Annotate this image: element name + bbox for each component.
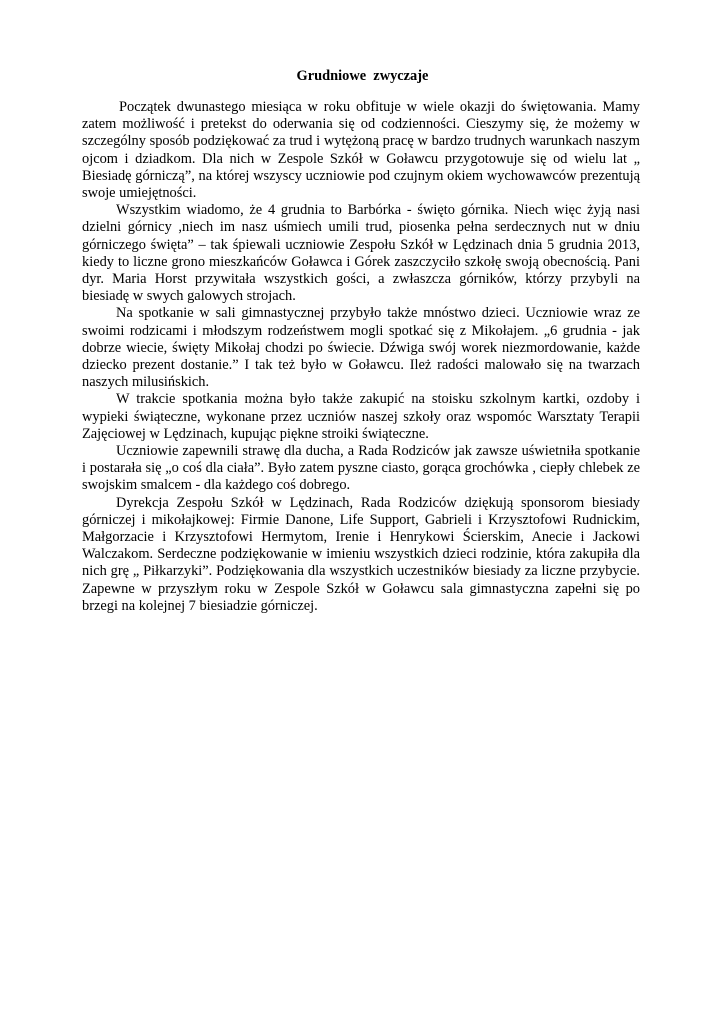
paragraph-intro: Początek dwunastego miesiąca w roku obfituje w wiele okazji do świętowania. Mamy zatem możliwość i pretekst do oderwania się od codzienności. Cieszymy się, że możemy w szczególny sposób podziękować za trud i wytężoną pracę w bardzo trudnych warunkach naszym ojcom i dziadkom. Dla nich w Zespole Szkół w Goławcu przygotowuje się od wielu lat „ Biesiadę górniczą”, na której wszyscy uczniowie pod czujnym okiem wychowawców prezentują swoje umiejętności. [82, 99, 640, 202]
paragraph-mikolaj: Na spotkanie w sali gimnastycznej przybyło także mnóstwo dzieci. Uczniowie wraz ze swoimi rodzicami i młodszym rodzeństwem mogli spotkać się z Mikołajem. „6 grudnia - jak dobrze wiecie, święty Mikołaj chodzi po świecie. Dźwiga swój worek niezmordowanie, każde dziecko prezent dostanie.” I tak też było w Goławcu. Ileż radości malowało się na twarzach naszych milusińskich. [82, 305, 640, 391]
paragraph-podziekowania: Dyrekcja Zespołu Szkół w Lędzinach, Rada Rodziców dziękują sponsorom biesiady górniczej i mikołajkowej: Firmie Danone, Life Support, Gabrieli i Krzysztofowi Rudnickim, Małgorzacie i Krzysztofowi Hermytom, Irenie i Henrykowi Ścierskim, Anecie i Jackowi Walczakom. Serdeczne podziękowanie w imieniu wszystkich dzieci rodzinie, która zakupiła dla nich grę „ Piłkarzyki”. Podziękowania dla wszystkich uczestników biesiady za liczne przybycie. Zapewne w przyszłym roku w Zespole Szkół w Goławcu sala gimnastyczna zapełni się po brzegi na kolejnej 7 biesiadzie górniczej. [82, 494, 640, 614]
paragraph-barborka: Wszystkim wiadomo, że 4 grudnia to Barbórka - święto górnika. Niech więc żyją nasi dzielni górnicy ,niech im nasz uśmiech umili trud, piosenka pełna serdecznych nut w dniu górniczego święta” – tak śpiewali uczniowie Zespołu Szkół w Lędzinach dnia 5 grudnia 2013, kiedy to liczne grono mieszkańców Goławca i Górek zaszczyciło szkołę swoją obecnością. Pani dyr. Maria Horst przywitała wszystkich gości, a zwłaszcza górników, którzy przybyli na biesiadę w swych galowych strojach. [82, 202, 640, 305]
document-title: Grudniowe zwyczaje [296, 68, 429, 84]
paragraph-stoisko: W trakcie spotkania można było także zakupić na stoisku szkolnym kartki, ozdoby i wypieki świąteczne, wykonane przez uczniów naszej szkoły oraz wspomóc Warsztaty Terapii Zajęciowej w Lędzinach, kupując piękne stroiki świąteczne. [82, 391, 640, 442]
paragraph-rada-rodzicow: Uczniowie zapewnili strawę dla ducha, a Rada Rodziców jak zawsze uświetniła spotkanie i postarała się „o coś dla ciała”. Było zatem pyszne ciasto, gorąca grochówka , ciepły chlebek ze swojskim smalcem - dla każdego coś dobrego. [82, 443, 640, 494]
document-body [82, 99, 640, 615]
